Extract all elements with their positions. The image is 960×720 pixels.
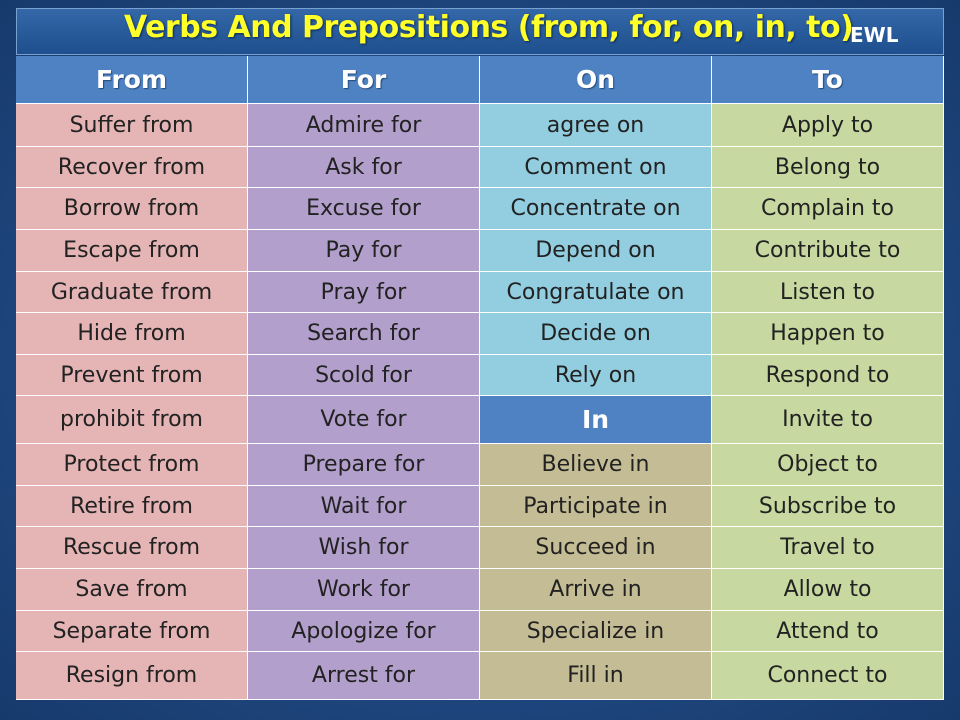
cell-to: Complain to [712, 188, 944, 230]
cell-from: Rescue from [16, 527, 248, 569]
column-header-from: From [16, 56, 248, 104]
cell-to: Contribute to [712, 230, 944, 272]
cell-for: Pray for [248, 272, 480, 313]
brand-logo: EWL [850, 23, 899, 47]
cell-from: prohibit from [16, 396, 248, 444]
cell-to: Allow to [712, 569, 944, 611]
cell-for: Prepare for [248, 444, 480, 486]
cell-for: Arrest for [248, 652, 480, 700]
cell-from: Graduate from [16, 272, 248, 313]
cell-to: Belong to [712, 147, 944, 188]
cell-on: Depend on [480, 230, 712, 272]
cell-in: Believe in [480, 444, 712, 486]
cell-on: Comment on [480, 147, 712, 188]
cell-in: Fill in [480, 652, 712, 700]
cell-from: Escape from [16, 230, 248, 272]
cell-to: Travel to [712, 527, 944, 569]
cell-to: Happen to [712, 313, 944, 355]
cell-for: Pay for [248, 230, 480, 272]
cell-from: Hide from [16, 313, 248, 355]
cell-from: Suffer from [16, 104, 248, 147]
cell-from: Save from [16, 569, 248, 611]
cell-for: Excuse for [248, 188, 480, 230]
cell-on: Congratulate on [480, 272, 712, 313]
cell-for: Apologize for [248, 611, 480, 652]
cell-from: Recover from [16, 147, 248, 188]
cell-from: Retire from [16, 486, 248, 527]
cell-for: Ask for [248, 147, 480, 188]
cell-from: Prevent from [16, 355, 248, 396]
cell-to: Apply to [712, 104, 944, 147]
cell-from: Separate from [16, 611, 248, 652]
cell-for: Admire for [248, 104, 480, 147]
cell-for: Wait for [248, 486, 480, 527]
cell-from: Protect from [16, 444, 248, 486]
cell-on: Rely on [480, 355, 712, 396]
column-header-for: For [248, 56, 480, 104]
cell-to: Connect to [712, 652, 944, 700]
cell-to: Listen to [712, 272, 944, 313]
column-header-to: To [712, 56, 944, 104]
cell-to: Invite to [712, 396, 944, 444]
cell-to: Subscribe to [712, 486, 944, 527]
cell-from: Resign from [16, 652, 248, 700]
cell-on: agree on [480, 104, 712, 147]
column-header-on: On [480, 56, 712, 104]
cell-on: Decide on [480, 313, 712, 355]
column-header-in: In [480, 396, 712, 444]
cell-in: Participate in [480, 486, 712, 527]
cell-for: Vote for [248, 396, 480, 444]
cell-on: Concentrate on [480, 188, 712, 230]
cell-for: Scold for [248, 355, 480, 396]
page-title: Verbs And Prepositions (from, for, on, in, to) [124, 10, 854, 45]
verb-preposition-table [16, 56, 944, 700]
cell-for: Search for [248, 313, 480, 355]
cell-from: Borrow from [16, 188, 248, 230]
cell-to: Respond to [712, 355, 944, 396]
cell-for: Wish for [248, 527, 480, 569]
cell-in: Succeed in [480, 527, 712, 569]
cell-to: Attend to [712, 611, 944, 652]
cell-in: Arrive in [480, 569, 712, 611]
cell-in: Specialize in [480, 611, 712, 652]
cell-to: Object to [712, 444, 944, 486]
cell-for: Work for [248, 569, 480, 611]
